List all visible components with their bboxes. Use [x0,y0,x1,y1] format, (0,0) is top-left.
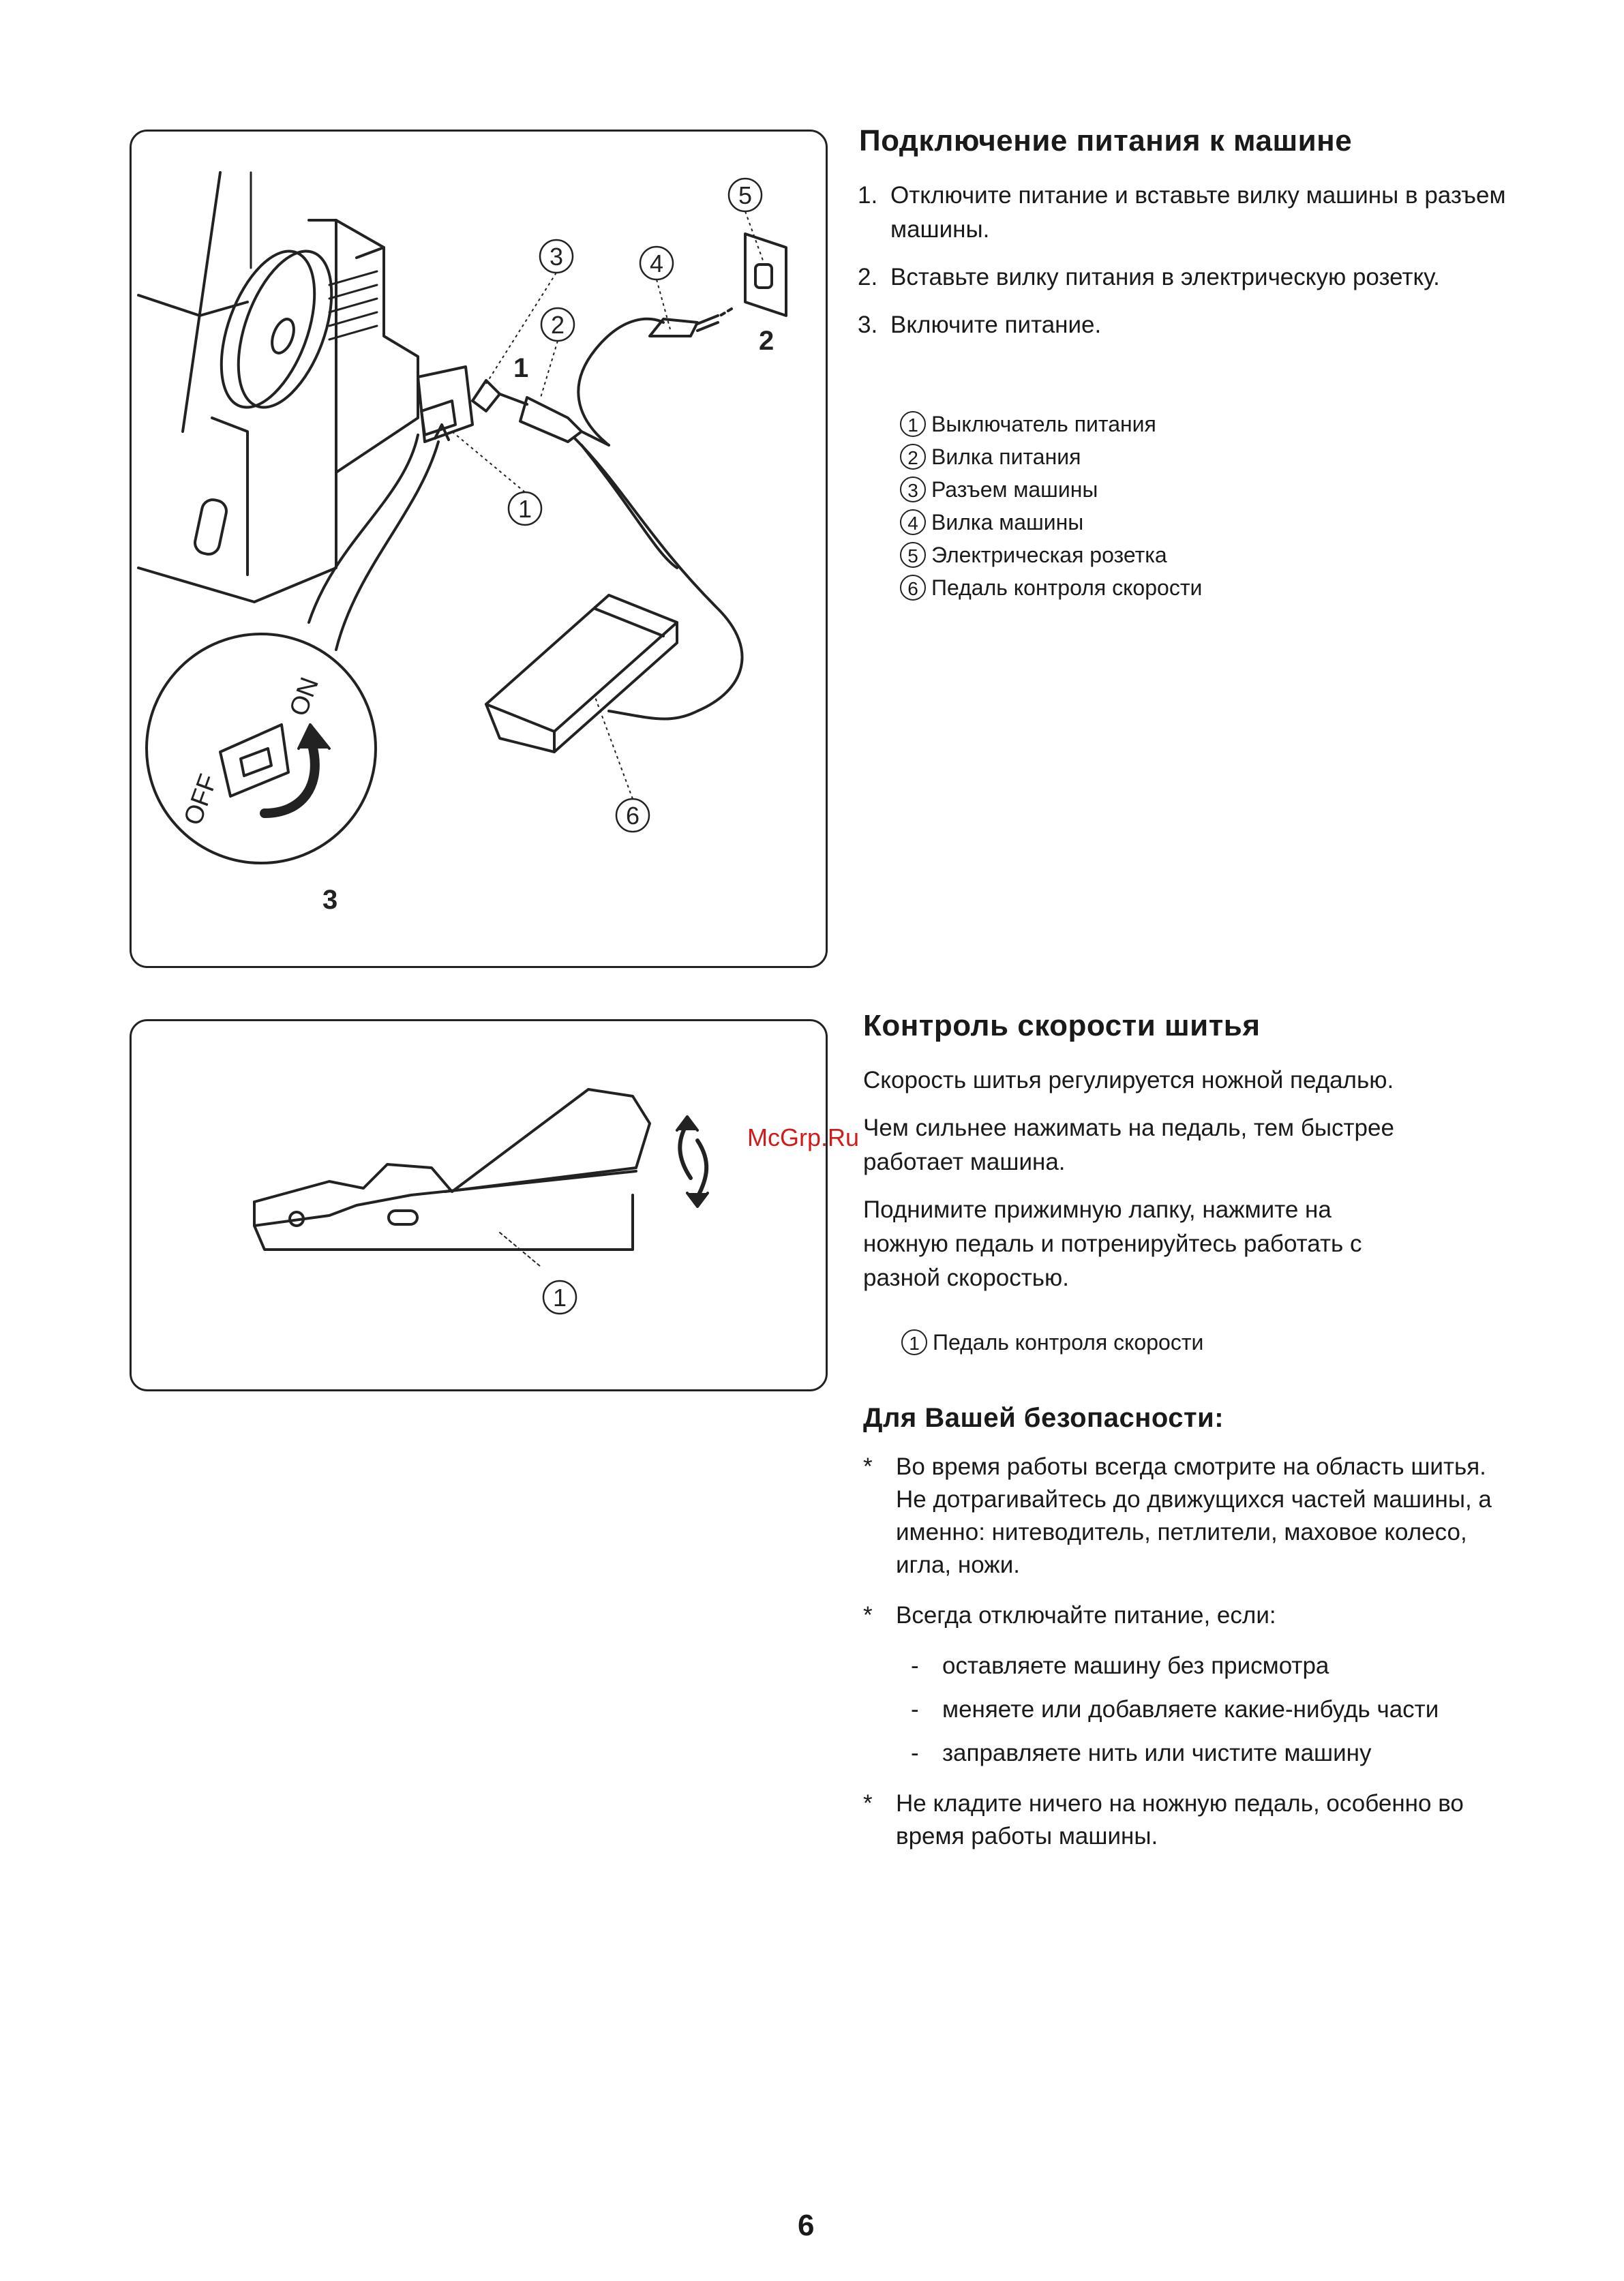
safety-subitem: - меняете или добавляете какие-нибудь части [911,1696,1439,1723]
speed-paragraph: Скорость шитья регулируется ножной педалью. [863,1067,1394,1093]
pedal-illustration [132,1021,826,1389]
safety-subitem: - оставляете машину без присмотра [911,1652,1329,1679]
speed-paragraph: Поднимите прижимную лапку, нажмите на ножную педаль и потренируйтесь работать с разной скоростью. [863,1196,1362,1291]
legend-item: 1 Педаль контроля скорости [901,1326,1203,1359]
pedal-figure [130,1019,828,1391]
callout-6: 6 [625,802,640,830]
watermark: McGrp.Ru [747,1123,860,1151]
safety-item: * Не кладите ничего на ножную педаль, особенно во время работы машины. [863,1790,1464,1849]
legend-item: 2 Вилка питания [900,440,1202,473]
power-step: 2. Вставьте вилку питания в электрическую розетку. [858,264,1440,290]
safety-item: * Всегда отключайте питание, если: - оставляете машину без присмотра - меняете или добавляете какие-нибудь части - заправляете нить или чистите машину [863,1599,1518,1770]
section-title-speed: Контроль скорости шитья [863,1009,1261,1042]
callout-3: 3 [549,243,564,271]
page-number: 6 [798,2209,815,2242]
legend-item: 6 Педаль контроля скорости [900,571,1202,604]
switch-off-label: OFF [178,770,224,830]
safety-subitem: - заправляете нить или чистите машину [911,1740,1372,1766]
power-steps-list [858,179,1512,356]
legend-item: 4 Вилка машины [900,506,1202,539]
power-step: 3. Включите питание. [858,312,1102,338]
power-connection-illustration [132,132,826,966]
safety-sublist [896,1650,1518,1770]
safety-list [863,1451,1518,1871]
safety-item: * Во время работы всегда смотрите на область шитья. Не дотрагивайтесь до движущихся частей машины, а именно: нитеводитель, петлители, маховое колесо, игла, ножи. [863,1453,1492,1578]
callout-1: 1 [517,495,532,523]
speed-paragraph: Чем сильнее нажимать на педаль, тем быстрее работает машина. [863,1115,1394,1175]
legend-item: 3 Разъем машины [900,473,1202,506]
switch-on-label: ON [284,674,325,721]
callout-4: 4 [649,250,664,277]
callout-5: 5 [738,181,753,209]
step-mark-2: 2 [759,326,775,356]
power-legend [900,408,1202,604]
section-title-safety: Для Вашей безопасности: [863,1403,1224,1433]
legend-item: 5 Электрическая розетка [900,539,1202,571]
power-step: 1. Отключите питание и вставьте вилку машины в разъем машины. [858,182,1506,243]
speed-legend [901,1326,1203,1359]
pedal-callout-1: 1 [552,1284,567,1312]
legend-item: 1 Выключатель питания [900,408,1202,440]
power-connection-figure [130,130,828,968]
section-title-power: Подключение питания к машине [859,124,1353,157]
step-mark-1: 1 [513,353,529,383]
callout-2: 2 [550,311,565,339]
step-mark-3: 3 [322,885,338,915]
